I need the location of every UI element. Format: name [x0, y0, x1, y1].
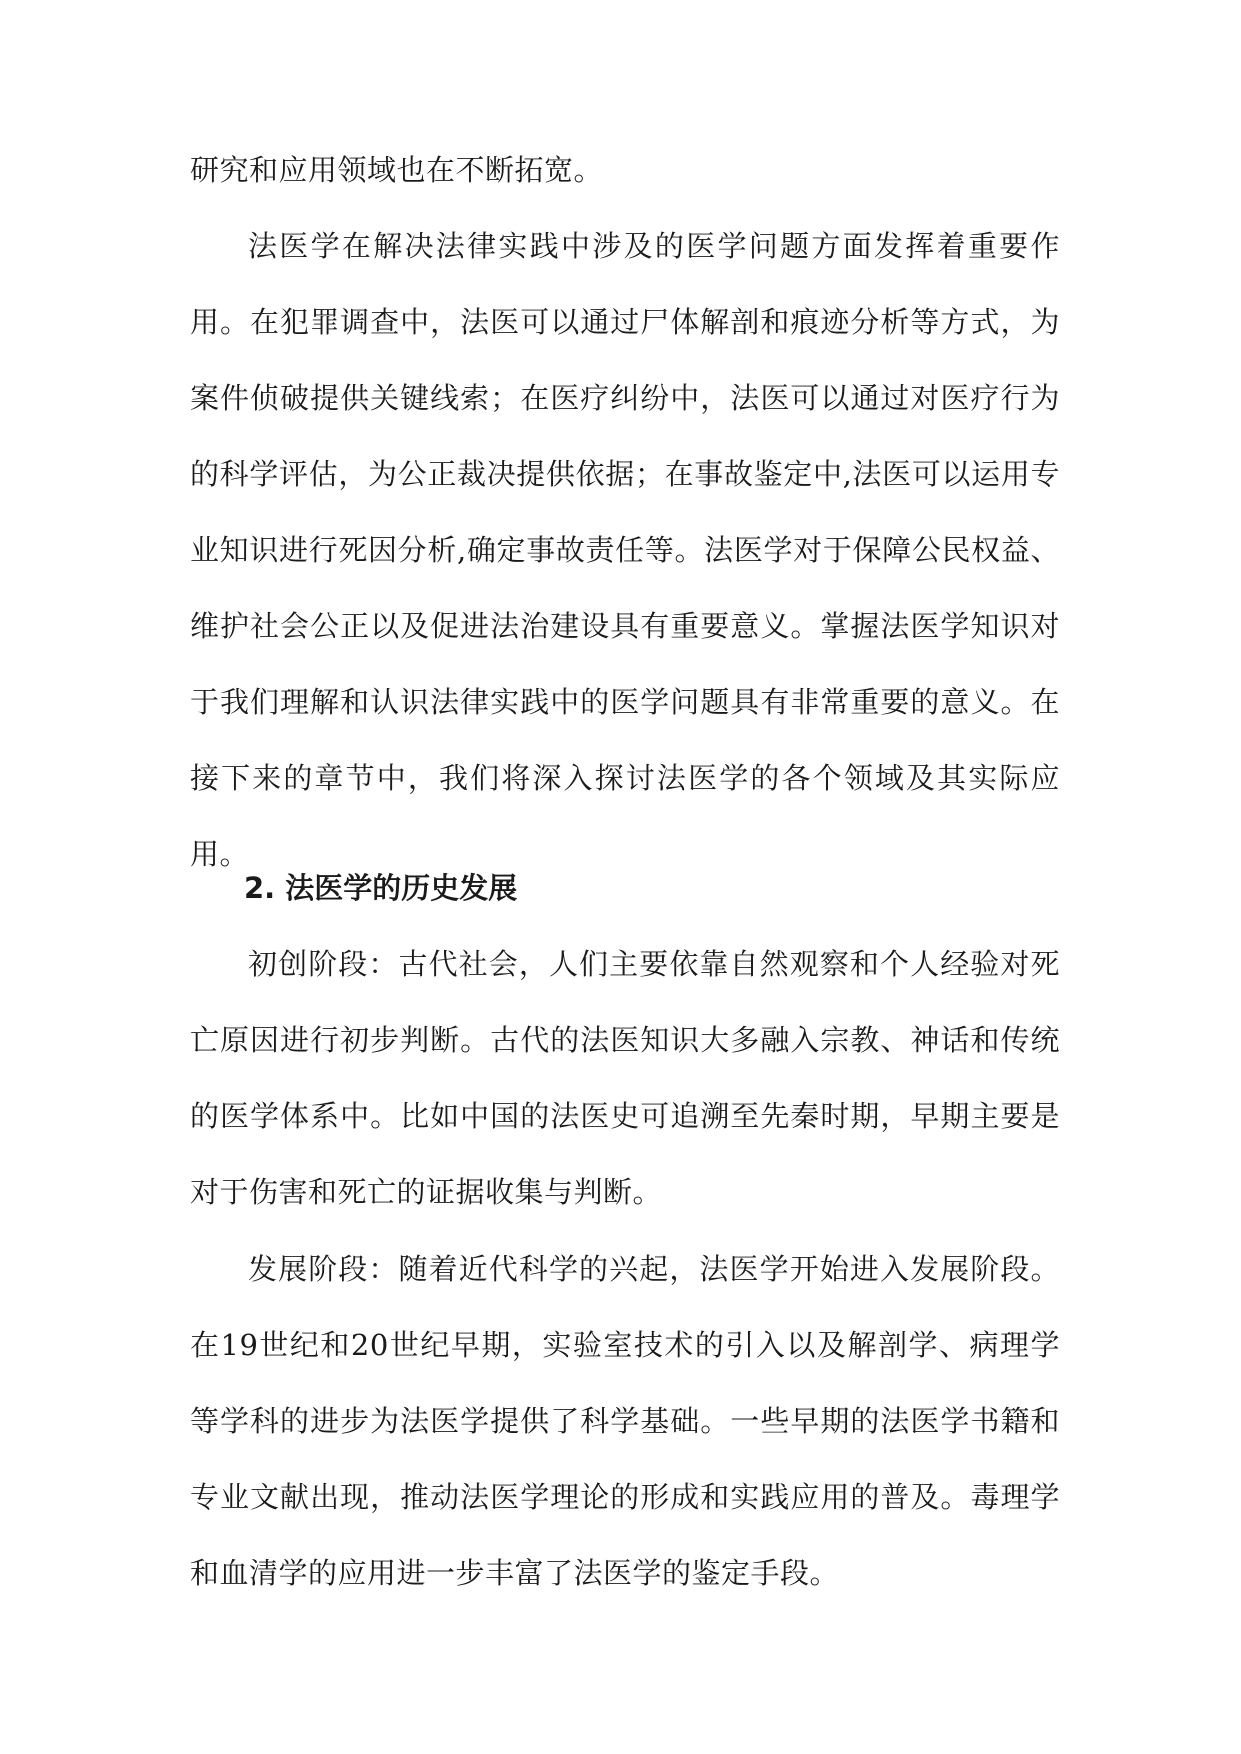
section-heading: 2. 法医学的历史发展	[244, 871, 518, 905]
paragraph-development-stage: 发展阶段：随着近代科学的兴起，法医学开始进入发展阶段。在19世纪和20世纪早期，实验室技术的引入以及解剖学、病理学等学科的进步为法医学提供了科学基础。一些早期的法医学书籍和专业文献出现，推动法医学理论的形成和实践应用的普及。毒理学和血清学的应用进一步丰富了法医学的鉴定手段。	[190, 1252, 1060, 1590]
paragraph-initial-stage: 初创阶段：古代社会，人们主要依靠自然观察和个人经验对死亡原因进行初步判断。古代的法医知识大多融入宗教、神话和传统的医学体系中。比如中国的法医史可追溯至先秦时期，早期主要是对于伤害和死亡的证据收集与判断。	[190, 947, 1060, 1209]
paragraph-role-of-forensic-medicine: 法医学在解决法律实践中涉及的医学问题方面发挥着重要作用。在犯罪调查中，法医可以通过尸体解剖和痕迹分析等方式，为案件侦破提供关键线索；在医疗纠纷中，法医可以通过对医疗行为的科学评估，为公正裁决提供依据；在事故鉴定中,法医可以运用专业知识进行死因分析,确定事故责任等。法医学对于保障公民权益、维护社会公正以及促进法治建设具有重要意义。掌握法医学知识对于我们理解和认识法律实践中的医学问题具有非常重要的意义。在接下来的章节中，我们将深入探讨法医学的各个领域及其实际应用。	[190, 229, 1060, 871]
paragraph-continued: 研究和应用领域也在不断拓宽。	[190, 153, 604, 187]
